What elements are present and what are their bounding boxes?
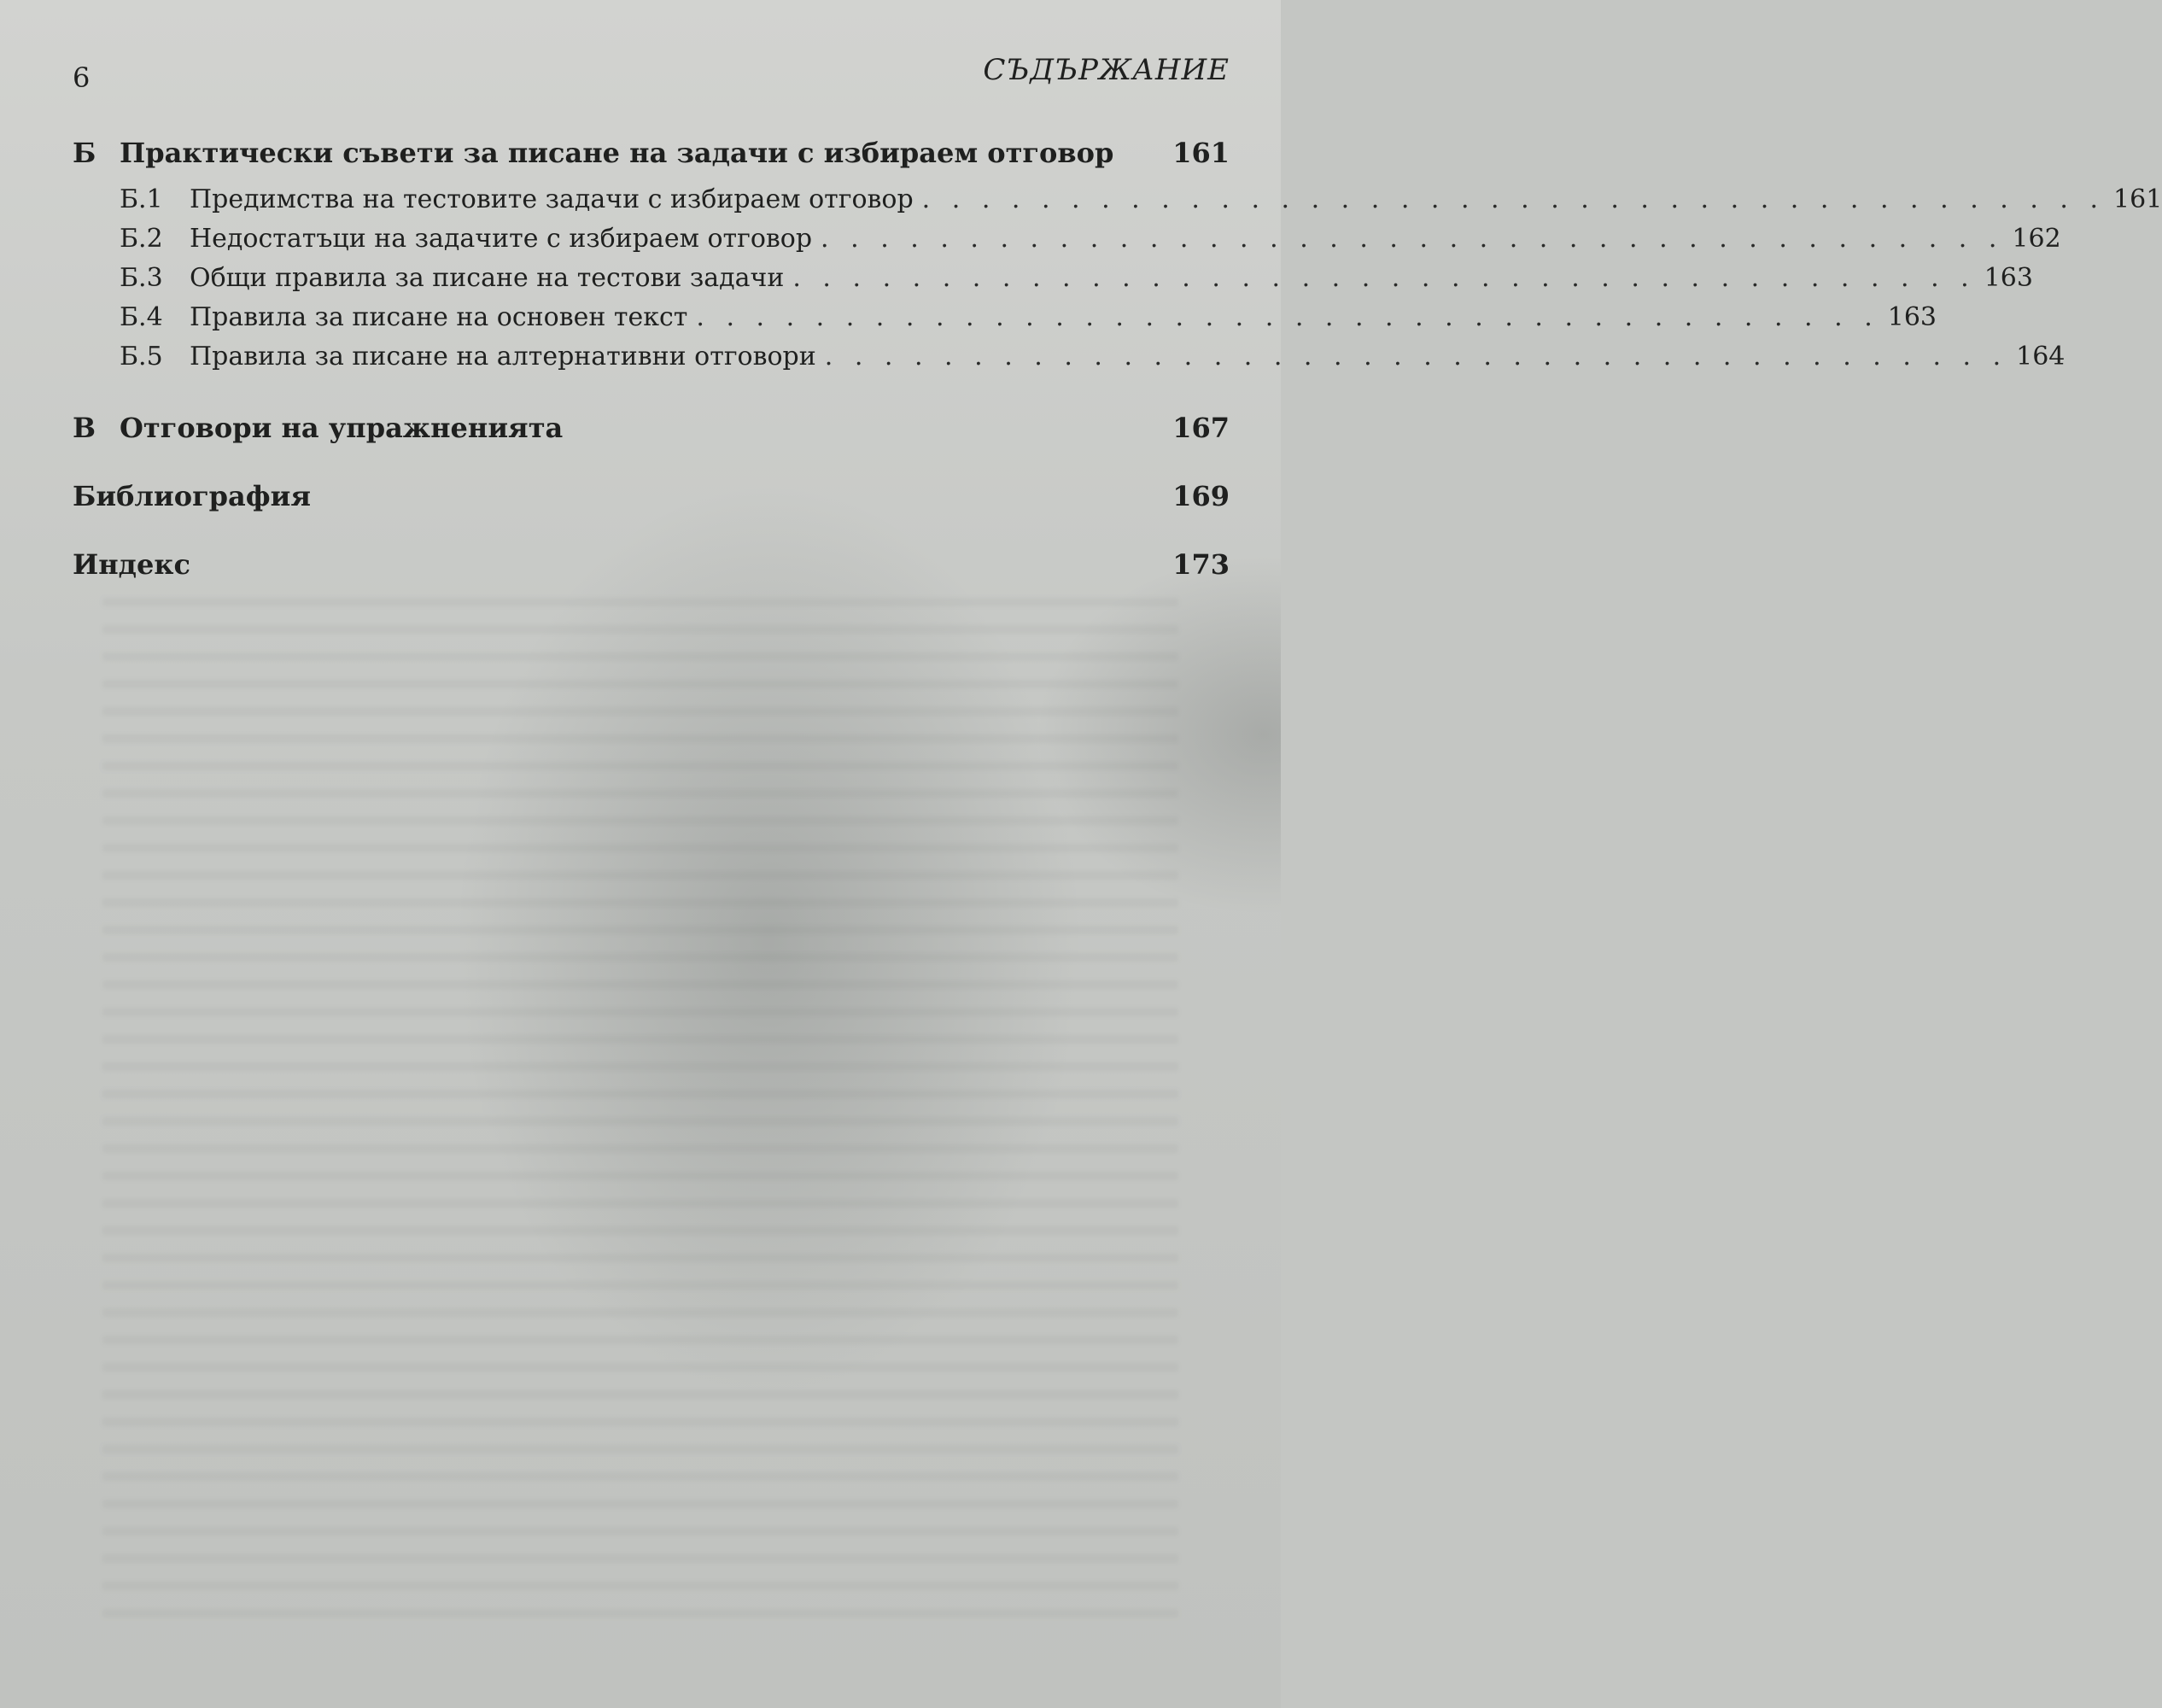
section-number: Б.4 [120,302,163,332]
toc-section-b2 [73,224,2061,263]
section-title: Недостатъци на задачите с избираем отговор [190,224,813,254]
chapter-title: Практически съвети за писане на задачи с избираем отговор [120,137,1114,169]
chapter-page: 161 [1172,137,1230,169]
toc-section-b1 [73,184,2162,224]
toc-index [73,548,1230,617]
toc-section-b4 [73,302,1937,342]
bleed-through-text [102,598,1178,1623]
toc-bibliography [73,480,1230,548]
table-of-contents [73,137,2162,617]
chapter-page: 167 [1172,412,1230,444]
section-number: Б.5 [120,342,163,371]
section-title: Общи правила за писане на тестови задачи [190,263,785,293]
chapter-letter: Б [73,137,96,169]
section-page: 163 [1984,263,2033,293]
dot-leader: . . . . . . . . . . . . . . . . . . . . . . . . . . . . . . . . . . . . . . . . [792,263,1976,293]
chapter-letter: В [73,412,96,444]
bibliography-title: Библиография [73,480,312,512]
bibliography-page: 169 [1172,480,1230,512]
section-title: Правила за писане на алтернативни отговори [190,342,816,371]
toc-section-b5 [73,342,2066,381]
index-title: Индекс [73,548,190,581]
dot-leader: . . . . . . . . . . . . . . . . . . . . . . . . . . . . . . . . . . . . . . . . [824,342,2008,371]
section-number: Б.1 [120,184,163,214]
toc-chapter-v [73,412,1230,480]
chapter-title: Отговори на упражненията [120,412,564,444]
section-page: 164 [2016,342,2066,371]
toc-section-b3 [73,263,2033,302]
index-page: 173 [1172,548,1230,581]
dot-leader: . . . . . . . . . . . . . . . . . . . . . . . . . . . . . . . . . . . . . . . . [921,184,2106,214]
section-number: Б.3 [120,263,163,293]
section-number: Б.2 [120,224,163,254]
toc-chapter-b [73,137,1230,184]
section-page: 163 [1887,302,1937,332]
running-title: СЪДЪРЖАНИЕ [983,53,1230,87]
section-page: 162 [2012,224,2061,254]
running-head [73,53,1230,96]
section-title: Предимства на тестовите задачи с избираем отговор [190,184,914,214]
section-title: Правила за писане на основен текст [190,302,688,332]
page-number: 6 [73,61,91,94]
dot-leader: . . . . . . . . . . . . . . . . . . . . . . . . . . . . . . . . . . . . . . . . [696,302,1879,332]
dot-leader: . . . . . . . . . . . . . . . . . . . . . . . . . . . . . . . . . . . . . . . . [821,224,2004,254]
section-page: 161 [2113,184,2162,214]
